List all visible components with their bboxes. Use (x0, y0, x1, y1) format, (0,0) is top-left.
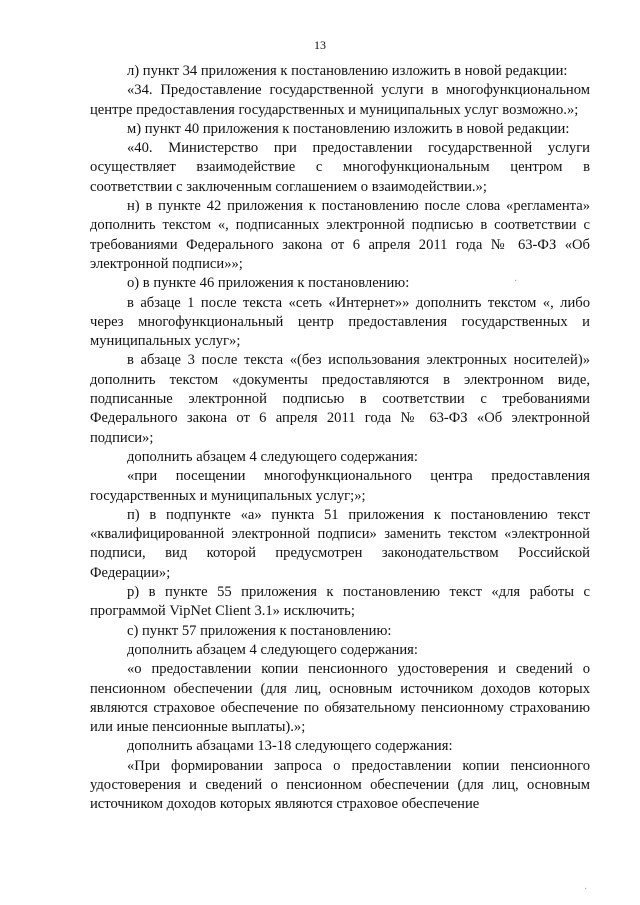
paragraph: дополнить абзацем 4 следующего содержания: (127, 641, 418, 658)
paragraph: дополнить абзацем 4 следующего содержания: (127, 448, 418, 465)
paragraph: в абзаце 1 после текста «сеть «Интернет»» дополнить текстом «, либо через многофункциональный центр предоставления государственных и муниципальных услуг»; (90, 294, 590, 350)
scan-speck: · (514, 276, 518, 287)
paragraph: «При формировании запроса о предоставлении копии пенсионного удостоверения и сведений о пенсионном обеспечении (для лиц, основным источником доходов которых являются страховое обеспечение (90, 757, 590, 813)
paragraph: в абзаце 3 после текста «(без использования электронных носителей)» дополнить текстом «документы предоставляются в электронном виде, подписанные электронной подписью в соответствии с требованиями Федерального закона от 6 апреля 2011 года № 63-ФЗ «Об электронной подписи»; (90, 352, 590, 446)
paragraph: р) в пункте 55 приложения к постановлению текст «для работы с программой VipNet Client 3.1» исключить; (90, 584, 590, 620)
paragraph: л) пункт 34 приложения к постановлению изложить в новой редакции: (127, 63, 568, 79)
paragraph: м) пункт 40 приложения к постановлению изложить в новой редакции: (127, 120, 570, 137)
paragraph: дополнить абзацами 13-18 следующего содержания: (127, 738, 453, 755)
paragraph: «при посещении многофункционального центра предоставления государственных и муниципальных услуг;»; (90, 468, 590, 504)
paragraph: н) в пункте 42 приложения к постановлению после слова «регламента» дополнить текстом «, подписанных электронной подписью в соответствии с требованиями Федерального закона от 6 апреля 2011 года № 63-ФЗ «Об электронной подписи»»; (90, 198, 590, 272)
scan-speck: · (584, 884, 588, 895)
paragraph: о) в пункте 46 приложения к постановлению: (127, 275, 410, 292)
paragraph: п) в подпункте «а» пункта 51 приложения к постановлению текст «квалифицированной электронной подписи» заменить текстом «электронной подписи, вид которой предусмотрен законодательством Российской Федерации»; (90, 506, 590, 581)
paragraph: «34. Предоставление государственной услуги в многофункциональном центре предоставления государственных и муниципальных услуг возможно.»; (90, 82, 590, 118)
paragraph: «о предоставлении копии пенсионного удостоверения и сведений о пенсионном обеспечении (для лиц, основным источником доходов которых являются страховое обеспечение по обязательному пенсионному страхованию или иные пенсионные выплаты).»; (90, 661, 590, 736)
body-text (90, 62, 590, 815)
paragraph: с) пункт 57 приложения к постановлению: (127, 622, 392, 639)
page-number: 13 (314, 38, 326, 52)
paragraph: «40. Министерство при предоставлении государственной услуги осуществляет взаимодействие с многофункциональным центром в соответствии с заключенным соглашением о взаимодействии.»; (90, 140, 590, 195)
